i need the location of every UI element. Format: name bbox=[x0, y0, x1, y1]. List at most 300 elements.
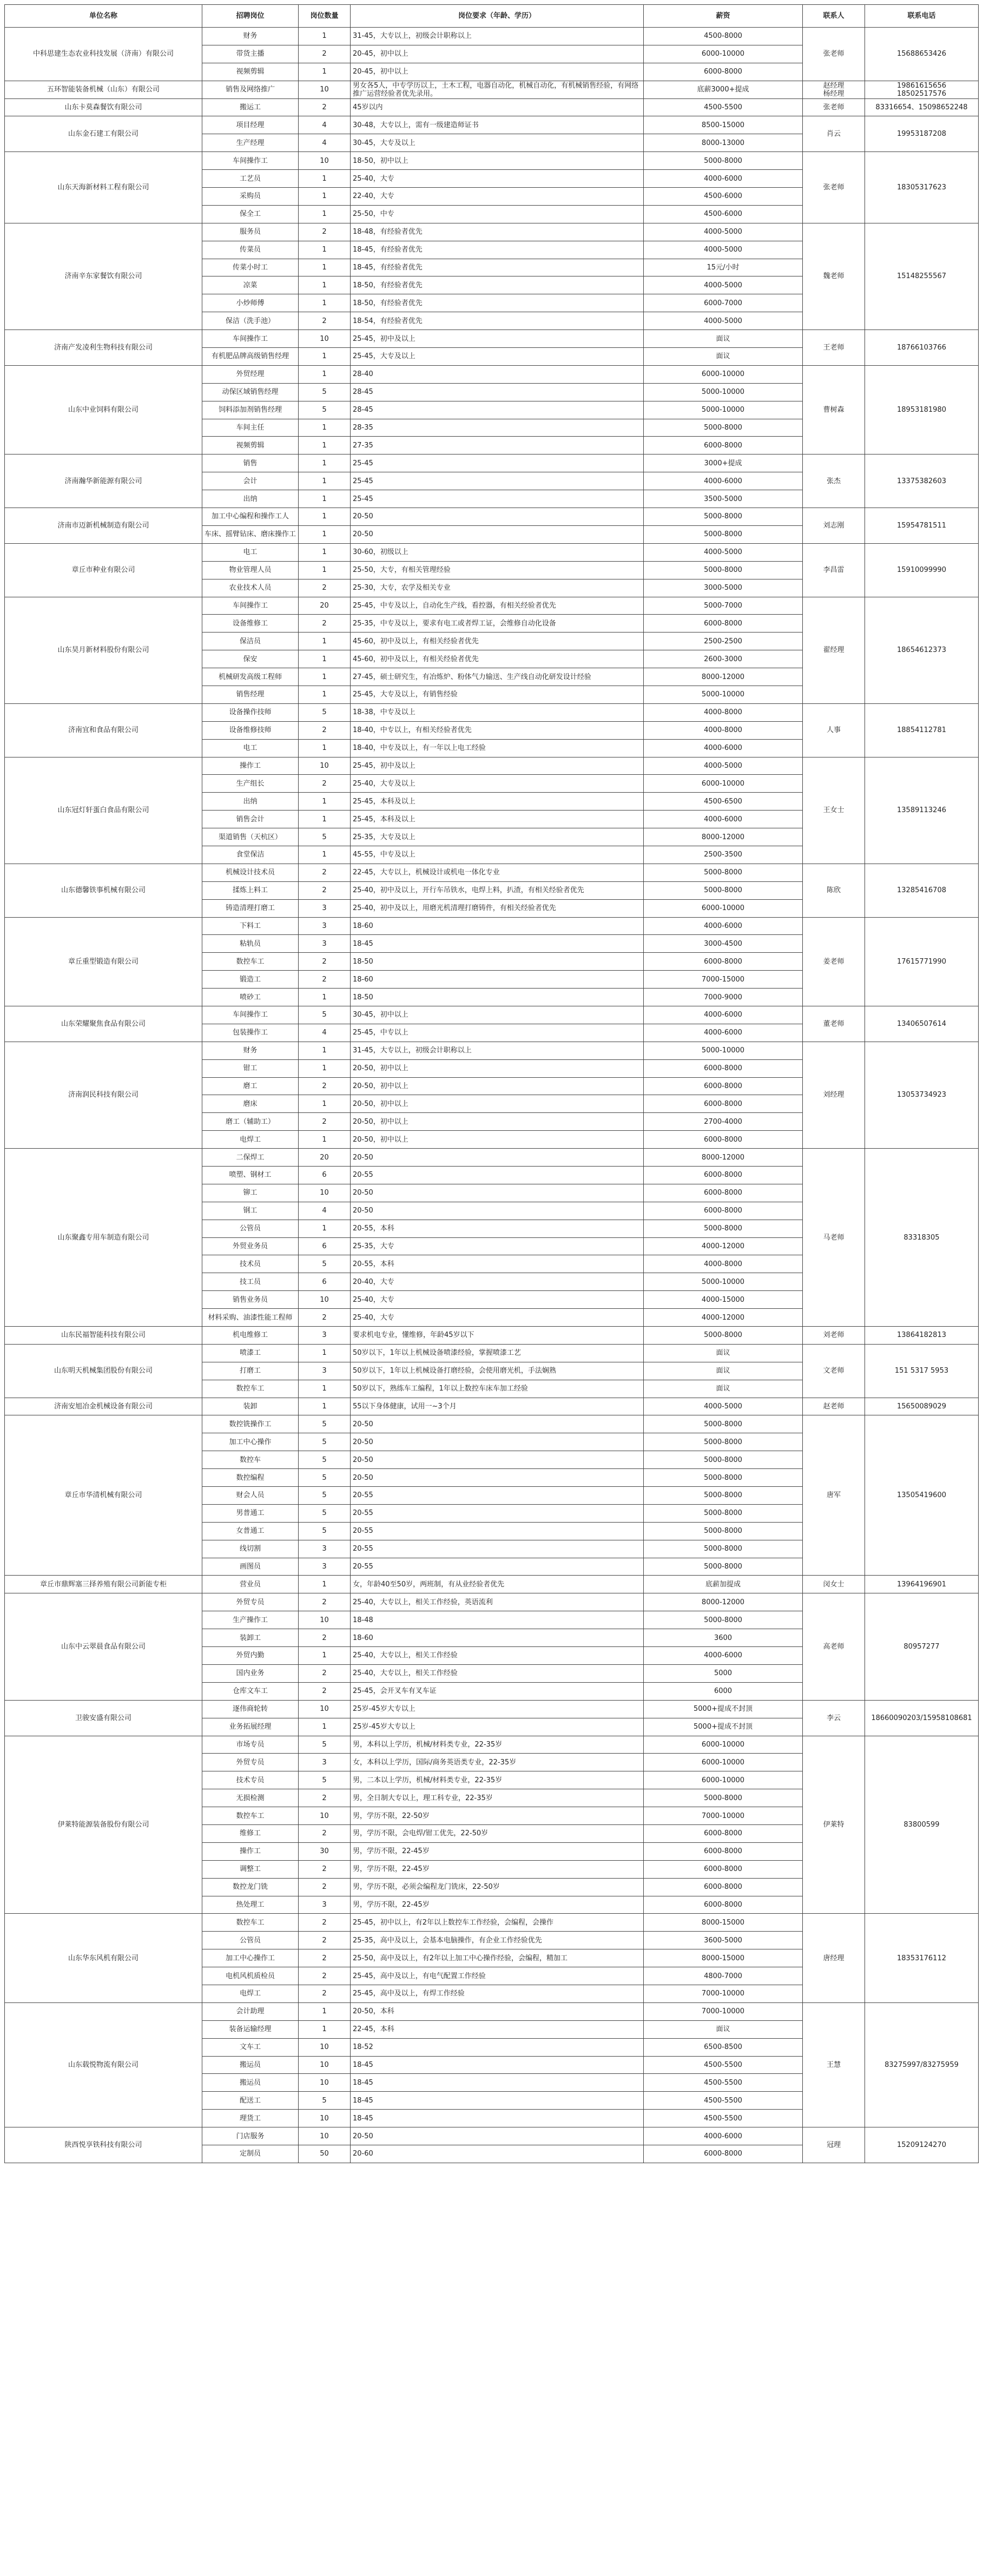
quantity-cell: 1 bbox=[299, 63, 351, 81]
position-cell: 保全工 bbox=[202, 205, 299, 223]
quantity-cell: 3 bbox=[299, 1327, 351, 1345]
salary-cell: 4000-5000 bbox=[644, 1398, 803, 1415]
contact-cell: 唐经理 bbox=[803, 1914, 865, 2002]
position-cell: 线切割 bbox=[202, 1540, 299, 1558]
quantity-cell: 1 bbox=[299, 989, 351, 1006]
phone-cell: 18766103766 bbox=[865, 330, 979, 366]
salary-cell: 4500-5500 bbox=[644, 2110, 803, 2127]
position-cell: 机械研发高级工程师 bbox=[202, 668, 299, 686]
quantity-cell: 2 bbox=[299, 1878, 351, 1896]
position-cell: 渠道销售（天杭区） bbox=[202, 828, 299, 846]
contact-cell: 张老师 bbox=[803, 152, 865, 223]
phone-cell: 19861615656 18502517576 bbox=[865, 81, 979, 98]
phone-cell: 18953181980 bbox=[865, 365, 979, 454]
table-row bbox=[5, 757, 979, 775]
phone-cell: 15209124270 bbox=[865, 2127, 979, 2163]
requirements-cell: 28-45 bbox=[351, 401, 644, 419]
position-cell: 磨床 bbox=[202, 1095, 299, 1113]
quantity-cell: 2 bbox=[299, 1077, 351, 1095]
position-cell: 财会人员 bbox=[202, 1487, 299, 1505]
position-cell: 保安 bbox=[202, 650, 299, 668]
position-cell: 车间操作工 bbox=[202, 597, 299, 615]
quantity-cell: 10 bbox=[299, 1700, 351, 1718]
table-row bbox=[5, 1736, 979, 1754]
salary-cell: 6000-8000 bbox=[644, 1896, 803, 1914]
salary-cell: 3000-4500 bbox=[644, 935, 803, 953]
quantity-cell: 1 bbox=[299, 437, 351, 454]
requirements-cell: 18-45 bbox=[351, 935, 644, 953]
requirements-cell: 18-45 bbox=[351, 2056, 644, 2074]
requirements-cell: 45-55，中专及以上 bbox=[351, 846, 644, 864]
requirements-cell: 20-50，本科 bbox=[351, 2002, 644, 2020]
position-cell: 搬运工 bbox=[202, 98, 299, 116]
position-cell: 生产组长 bbox=[202, 775, 299, 793]
quantity-cell: 10 bbox=[299, 2038, 351, 2056]
requirements-cell: 55以下身体健康，试用一~3个月 bbox=[351, 1398, 644, 1415]
quantity-cell: 10 bbox=[299, 2056, 351, 2074]
requirements-cell: 25-40，大专及以上 bbox=[351, 775, 644, 793]
salary-cell: 8000-13000 bbox=[644, 134, 803, 152]
quantity-cell: 3 bbox=[299, 1896, 351, 1914]
requirements-cell: 18-60 bbox=[351, 971, 644, 989]
header-position: 招聘岗位 bbox=[202, 5, 299, 28]
position-cell: 外贸内勤 bbox=[202, 1647, 299, 1665]
salary-cell: 6000-8000 bbox=[644, 1842, 803, 1860]
table-row bbox=[5, 2127, 979, 2145]
position-cell: 女普通工 bbox=[202, 1522, 299, 1540]
position-cell: 加工中心编程和操作工人 bbox=[202, 508, 299, 526]
quantity-cell: 1 bbox=[299, 1398, 351, 1415]
requirements-cell: 女，年龄40至50岁，两班制，有从业经验者优先 bbox=[351, 1576, 644, 1593]
requirements-cell: 20-55，本科 bbox=[351, 1220, 644, 1237]
quantity-cell: 30 bbox=[299, 1842, 351, 1860]
requirements-cell: 20-55 bbox=[351, 1487, 644, 1505]
phone-cell: 13864182813 bbox=[865, 1327, 979, 1345]
position-cell: 动保区域销售经理 bbox=[202, 383, 299, 401]
position-cell: 生产经理 bbox=[202, 134, 299, 152]
requirements-cell: 18-50 bbox=[351, 989, 644, 1006]
position-cell: 营业员 bbox=[202, 1576, 299, 1593]
position-cell: 会计助理 bbox=[202, 2002, 299, 2020]
header-company: 单位名称 bbox=[5, 5, 202, 28]
quantity-cell: 1 bbox=[299, 739, 351, 757]
requirements-cell: 男，本科以上学历，机械/材料类专业，22-35岁 bbox=[351, 1736, 644, 1754]
phone-cell: 15910099990 bbox=[865, 543, 979, 597]
requirements-cell: 20-50，初中以上 bbox=[351, 1095, 644, 1113]
position-cell: 操作工 bbox=[202, 757, 299, 775]
quantity-cell: 10 bbox=[299, 1184, 351, 1202]
contact-cell: 唐军 bbox=[803, 1415, 865, 1576]
table-row bbox=[5, 98, 979, 116]
requirements-cell: 25-45，会开叉车有叉车证 bbox=[351, 1682, 644, 1700]
quantity-cell: 1 bbox=[299, 1380, 351, 1398]
quantity-cell: 10 bbox=[299, 2127, 351, 2145]
salary-cell: 6000-8000 bbox=[644, 1167, 803, 1184]
requirements-cell: 25-45，初中及以上 bbox=[351, 757, 644, 775]
salary-cell: 6000-7000 bbox=[644, 294, 803, 312]
quantity-cell: 5 bbox=[299, 1504, 351, 1522]
phone-cell: 83800599 bbox=[865, 1736, 979, 1914]
requirements-cell: 25岁-45岁大专以上 bbox=[351, 1718, 644, 1736]
salary-cell: 面议 bbox=[644, 1362, 803, 1380]
position-cell: 热处理工 bbox=[202, 1896, 299, 1914]
job-listings-table bbox=[4, 4, 979, 2163]
contact-cell: 伊莱特 bbox=[803, 1736, 865, 1914]
salary-cell: 6000-8000 bbox=[644, 63, 803, 81]
quantity-cell: 1 bbox=[299, 472, 351, 490]
requirements-cell: 25-40，初中及以上，用磨光机清理打磨铸件，有相关经验者优先 bbox=[351, 899, 644, 917]
quantity-cell: 1 bbox=[299, 170, 351, 188]
salary-cell: 6000-8000 bbox=[644, 1077, 803, 1095]
position-cell: 门店服务 bbox=[202, 2127, 299, 2145]
requirements-cell: 25-45，初中以上，有2年以上数控车工作经验，会编程，会操作 bbox=[351, 1914, 644, 1932]
requirements-cell: 18-50 bbox=[351, 953, 644, 971]
salary-cell: 面议 bbox=[644, 348, 803, 366]
requirements-cell: 20-50 bbox=[351, 1415, 644, 1433]
position-cell: 调整工 bbox=[202, 1860, 299, 1878]
table-row bbox=[5, 597, 979, 615]
contact-cell: 王老师 bbox=[803, 330, 865, 366]
quantity-cell: 3 bbox=[299, 1558, 351, 1576]
requirements-cell: 20-45，初中以上 bbox=[351, 63, 644, 81]
salary-cell: 5000-8000 bbox=[644, 1487, 803, 1505]
company-cell: 济南宜和食品有限公司 bbox=[5, 703, 202, 757]
salary-cell: 4000-5000 bbox=[644, 276, 803, 294]
quantity-cell: 1 bbox=[299, 188, 351, 206]
quantity-cell: 1 bbox=[299, 508, 351, 526]
position-cell: 数控车工 bbox=[202, 1914, 299, 1932]
position-cell: 传菜员 bbox=[202, 241, 299, 259]
salary-cell: 2600-3000 bbox=[644, 650, 803, 668]
position-cell: 设备维修技师 bbox=[202, 721, 299, 739]
requirements-cell: 20-50，初中以上 bbox=[351, 1113, 644, 1131]
position-cell: 技术专员 bbox=[202, 1771, 299, 1789]
quantity-cell: 5 bbox=[299, 2092, 351, 2110]
quantity-cell: 1 bbox=[299, 1131, 351, 1149]
position-cell: 小炒师傅 bbox=[202, 294, 299, 312]
salary-cell: 5000-8000 bbox=[644, 1451, 803, 1469]
quantity-cell: 1 bbox=[299, 525, 351, 543]
table-row bbox=[5, 365, 979, 383]
table-row bbox=[5, 703, 979, 721]
salary-cell: 4000-5000 bbox=[644, 223, 803, 241]
position-cell: 数控铣操作工 bbox=[202, 1415, 299, 1433]
position-cell: 公管员 bbox=[202, 1220, 299, 1237]
salary-cell: 2500-2500 bbox=[644, 633, 803, 650]
quantity-cell: 1 bbox=[299, 276, 351, 294]
salary-cell: 4000-6000 bbox=[644, 170, 803, 188]
company-cell: 济南产发凌利生物科技有限公司 bbox=[5, 330, 202, 366]
requirements-cell: 18-45，有经验者优先 bbox=[351, 259, 644, 276]
quantity-cell: 2 bbox=[299, 1593, 351, 1611]
quantity-cell: 2 bbox=[299, 1824, 351, 1842]
quantity-cell: 2 bbox=[299, 615, 351, 633]
position-cell: 服务员 bbox=[202, 223, 299, 241]
requirements-cell: 18-50，初中以上 bbox=[351, 152, 644, 170]
position-cell: 喷砂工 bbox=[202, 989, 299, 1006]
phone-cell: 13285416708 bbox=[865, 864, 979, 917]
position-cell: 数控龙门铣 bbox=[202, 1878, 299, 1896]
requirements-cell: 22-40，大专 bbox=[351, 188, 644, 206]
requirements-cell: 18-50，有经验者优先 bbox=[351, 294, 644, 312]
quantity-cell: 10 bbox=[299, 152, 351, 170]
requirements-cell: 20-50，初中以上 bbox=[351, 1077, 644, 1095]
salary-cell: 8500-15000 bbox=[644, 116, 803, 134]
salary-cell: 5000-8000 bbox=[644, 1433, 803, 1451]
position-cell: 车间主任 bbox=[202, 419, 299, 437]
phone-cell: 18660090203/15958108681 bbox=[865, 1700, 979, 1736]
table-row bbox=[5, 1042, 979, 1059]
position-cell: 技术员 bbox=[202, 1255, 299, 1273]
salary-cell: 6500-8500 bbox=[644, 2038, 803, 2056]
position-cell: 下料工 bbox=[202, 917, 299, 935]
salary-cell: 4500-6000 bbox=[644, 205, 803, 223]
salary-cell: 4000-5000 bbox=[644, 757, 803, 775]
quantity-cell: 1 bbox=[299, 28, 351, 45]
salary-cell: 面议 bbox=[644, 1380, 803, 1398]
salary-cell: 8000-12000 bbox=[644, 1149, 803, 1167]
quantity-cell: 1 bbox=[299, 454, 351, 472]
requirements-cell: 25-45，中专以上 bbox=[351, 1024, 644, 1042]
quantity-cell: 3 bbox=[299, 917, 351, 935]
table-row bbox=[5, 152, 979, 170]
salary-cell: 5000 bbox=[644, 1664, 803, 1682]
table-row bbox=[5, 1914, 979, 1932]
requirements-cell: 22-45，本科 bbox=[351, 2020, 644, 2038]
quantity-cell: 1 bbox=[299, 561, 351, 579]
requirements-cell: 28-45 bbox=[351, 383, 644, 401]
company-cell: 山东昊月新材料股份有限公司 bbox=[5, 597, 202, 703]
quantity-cell: 6 bbox=[299, 1237, 351, 1255]
position-cell: 公管员 bbox=[202, 1932, 299, 1949]
requirements-cell: 男，二本以上学历，机械/材料类专业，22-35岁 bbox=[351, 1771, 644, 1789]
salary-cell: 4000-6000 bbox=[644, 472, 803, 490]
requirements-cell: 30-45，大专及以上 bbox=[351, 134, 644, 152]
company-cell: 山东荣耀聚焦食品有限公司 bbox=[5, 1006, 202, 1042]
salary-cell: 4000-6000 bbox=[644, 1024, 803, 1042]
position-cell: 加工中心操作工 bbox=[202, 1949, 299, 1967]
quantity-cell: 2 bbox=[299, 1914, 351, 1932]
quantity-cell: 1 bbox=[299, 1647, 351, 1665]
quantity-cell: 1 bbox=[299, 365, 351, 383]
quantity-cell: 5 bbox=[299, 1255, 351, 1273]
quantity-cell: 1 bbox=[299, 1042, 351, 1059]
position-cell: 凉菜 bbox=[202, 276, 299, 294]
requirements-cell: 25-45，中专及以上，自动化生产线，看控器，有相关经验者优先 bbox=[351, 597, 644, 615]
quantity-cell: 20 bbox=[299, 1149, 351, 1167]
position-cell: 电工 bbox=[202, 739, 299, 757]
contact-cell: 闵女士 bbox=[803, 1576, 865, 1593]
quantity-cell: 2 bbox=[299, 971, 351, 989]
quantity-cell: 5 bbox=[299, 1469, 351, 1487]
salary-cell: 6000-8000 bbox=[644, 2145, 803, 2163]
salary-cell: 7000-9000 bbox=[644, 989, 803, 1006]
position-cell: 技工员 bbox=[202, 1273, 299, 1291]
salary-cell: 5000-10000 bbox=[644, 401, 803, 419]
requirements-cell: 20-50，初中以上 bbox=[351, 1131, 644, 1149]
salary-cell: 6000-8000 bbox=[644, 615, 803, 633]
requirements-cell: 18-40，中专及以上，有一年以上电工经验 bbox=[351, 739, 644, 757]
position-cell: 逐伟商轮转 bbox=[202, 1700, 299, 1718]
position-cell: 钳工 bbox=[202, 1059, 299, 1077]
salary-cell: 底薪3000+提成 bbox=[644, 81, 803, 98]
salary-cell: 4000-15000 bbox=[644, 1291, 803, 1309]
header-salary: 薪资 bbox=[644, 5, 803, 28]
requirements-cell: 20-45，初中以上 bbox=[351, 45, 644, 63]
phone-cell: 15688653426 bbox=[865, 28, 979, 81]
table-row bbox=[5, 28, 979, 45]
position-cell: 出纳 bbox=[202, 793, 299, 811]
requirements-cell: 18-50，有经验者优先 bbox=[351, 276, 644, 294]
quantity-cell: 1 bbox=[299, 668, 351, 686]
contact-cell: 张老师 bbox=[803, 28, 865, 81]
requirements-cell: 25-35，高中及以上，会基本电脑操作，有企业工作经验优先 bbox=[351, 1932, 644, 1949]
phone-cell: 18854112781 bbox=[865, 703, 979, 757]
header-quantity: 岗位数量 bbox=[299, 5, 351, 28]
contact-cell: 翟经理 bbox=[803, 597, 865, 703]
quantity-cell: 4 bbox=[299, 1202, 351, 1220]
salary-cell: 面议 bbox=[644, 1344, 803, 1362]
quantity-cell: 1 bbox=[299, 2002, 351, 2020]
quantity-cell: 2 bbox=[299, 864, 351, 881]
salary-cell: 6000-8000 bbox=[644, 1095, 803, 1113]
header-phone: 联系电话 bbox=[865, 5, 979, 28]
salary-cell: 6000-10000 bbox=[644, 775, 803, 793]
requirements-cell: 25-40，大专 bbox=[351, 1309, 644, 1327]
company-cell: 济南润民科技有限公司 bbox=[5, 1042, 202, 1148]
position-cell: 电机风机质检员 bbox=[202, 1967, 299, 1985]
contact-cell: 刘老师 bbox=[803, 1327, 865, 1345]
quantity-cell: 4 bbox=[299, 134, 351, 152]
requirements-cell: 25-35，大专 bbox=[351, 1237, 644, 1255]
company-cell: 章丘市种业有限公司 bbox=[5, 543, 202, 597]
contact-cell: 肖云 bbox=[803, 116, 865, 152]
quantity-cell: 5 bbox=[299, 1522, 351, 1540]
quantity-cell: 5 bbox=[299, 1415, 351, 1433]
requirements-cell: 20-40，大专 bbox=[351, 1273, 644, 1291]
requirements-cell: 18-45 bbox=[351, 2074, 644, 2092]
phone-cell: 15954781511 bbox=[865, 508, 979, 544]
position-cell: 工艺员 bbox=[202, 170, 299, 188]
requirements-cell: 男女各5人，中专学历以上，土木工程，电器自动化，机械自动化，有机械销售经验，有网络推广运营经验者优先录用。 bbox=[351, 81, 644, 98]
quantity-cell: 3 bbox=[299, 899, 351, 917]
position-cell: 传菜小时工 bbox=[202, 259, 299, 276]
quantity-cell: 1 bbox=[299, 490, 351, 508]
position-cell: 无损检测 bbox=[202, 1789, 299, 1807]
company-cell: 中科思建生态农业科技发展（济南）有限公司 bbox=[5, 28, 202, 81]
requirements-cell: 25-35，大专及以上 bbox=[351, 828, 644, 846]
salary-cell: 7000-10000 bbox=[644, 1985, 803, 2002]
position-cell: 理货工 bbox=[202, 2110, 299, 2127]
table-row bbox=[5, 116, 979, 134]
company-cell: 伊莱特能源装备股份有限公司 bbox=[5, 1736, 202, 1914]
contact-cell: 冠理 bbox=[803, 2127, 865, 2163]
quantity-cell: 1 bbox=[299, 650, 351, 668]
salary-cell: 7000-10000 bbox=[644, 2002, 803, 2020]
phone-cell: 83275997/83275959 bbox=[865, 2002, 979, 2127]
position-cell: 数控编程 bbox=[202, 1469, 299, 1487]
quantity-cell: 10 bbox=[299, 330, 351, 348]
table-row bbox=[5, 1415, 979, 1433]
company-cell: 陕西悦享铁科技有限公司 bbox=[5, 2127, 202, 2163]
position-cell: 装卸工 bbox=[202, 1629, 299, 1647]
quantity-cell: 5 bbox=[299, 1451, 351, 1469]
salary-cell: 5000-8000 bbox=[644, 152, 803, 170]
phone-cell: 15650089029 bbox=[865, 1398, 979, 1415]
contact-cell: 陈欣 bbox=[803, 864, 865, 917]
position-cell: 生产操作工 bbox=[202, 1611, 299, 1629]
phone-cell: 17615771990 bbox=[865, 917, 979, 1006]
company-cell: 章丘重型锻造有限公司 bbox=[5, 917, 202, 1006]
position-cell: 铸造清理打磨工 bbox=[202, 899, 299, 917]
salary-cell: 4000-12000 bbox=[644, 1237, 803, 1255]
salary-cell: 5000-8000 bbox=[644, 525, 803, 543]
company-cell: 山东中业饲料有限公司 bbox=[5, 365, 202, 454]
quantity-cell: 1 bbox=[299, 241, 351, 259]
requirements-cell: 25-45，大专及以上 bbox=[351, 348, 644, 366]
requirements-cell: 45-60，初中及以上，有相关经验者优先 bbox=[351, 633, 644, 650]
quantity-cell: 20 bbox=[299, 597, 351, 615]
salary-cell: 面议 bbox=[644, 330, 803, 348]
requirements-cell: 25-40，大专 bbox=[351, 1291, 644, 1309]
quantity-cell: 5 bbox=[299, 383, 351, 401]
quantity-cell: 2 bbox=[299, 1967, 351, 1985]
quantity-cell: 10 bbox=[299, 1291, 351, 1309]
position-cell: 外贸专员 bbox=[202, 1593, 299, 1611]
position-cell: 配送工 bbox=[202, 2092, 299, 2110]
requirements-cell: 20-50 bbox=[351, 1202, 644, 1220]
requirements-cell: 女，本科以上学历，国际/商务英语类专业，22-35岁 bbox=[351, 1754, 644, 1771]
requirements-cell: 31-45，大专以上，初级会计职称以上 bbox=[351, 1042, 644, 1059]
quantity-cell: 2 bbox=[299, 775, 351, 793]
salary-cell: 3500-5000 bbox=[644, 490, 803, 508]
salary-cell: 4000-8000 bbox=[644, 1255, 803, 1273]
position-cell: 保洁（洗手池） bbox=[202, 312, 299, 330]
salary-cell: 6000-10000 bbox=[644, 365, 803, 383]
salary-cell: 4000-5000 bbox=[644, 241, 803, 259]
requirements-cell: 20-50 bbox=[351, 1149, 644, 1167]
salary-cell: 4000-6000 bbox=[644, 811, 803, 828]
phone-cell: 15148255567 bbox=[865, 223, 979, 330]
position-cell: 车间操作工 bbox=[202, 152, 299, 170]
quantity-cell: 1 bbox=[299, 205, 351, 223]
salary-cell: 5000-8000 bbox=[644, 1789, 803, 1807]
quantity-cell: 2 bbox=[299, 1664, 351, 1682]
position-cell: 装卸 bbox=[202, 1398, 299, 1415]
requirements-cell: 男，学历不限，必须会编程龙门铣床，22-50岁 bbox=[351, 1878, 644, 1896]
quantity-cell: 1 bbox=[299, 633, 351, 650]
position-cell: 财务 bbox=[202, 28, 299, 45]
table-row bbox=[5, 1006, 979, 1024]
quantity-cell: 3 bbox=[299, 1754, 351, 1771]
requirements-cell: 30-48，大专以上，需有一级建造师证书 bbox=[351, 116, 644, 134]
salary-cell: 5000-8000 bbox=[644, 1504, 803, 1522]
quantity-cell: 1 bbox=[299, 259, 351, 276]
contact-cell: 刘志刚 bbox=[803, 508, 865, 544]
position-cell: 揉炼上料工 bbox=[202, 881, 299, 899]
salary-cell: 4000-6000 bbox=[644, 2127, 803, 2145]
position-cell: 男普通工 bbox=[202, 1504, 299, 1522]
quantity-cell: 3 bbox=[299, 935, 351, 953]
company-cell: 山东明天机械集团股份有限公司 bbox=[5, 1344, 202, 1398]
table-row bbox=[5, 1327, 979, 1345]
company-cell: 五环智能装备机械（山东）有限公司 bbox=[5, 81, 202, 98]
salary-cell: 4500-5500 bbox=[644, 2092, 803, 2110]
phone-cell: 13964196901 bbox=[865, 1576, 979, 1593]
salary-cell: 5000-8000 bbox=[644, 1327, 803, 1345]
salary-cell: 6000-10000 bbox=[644, 1754, 803, 1771]
company-cell: 济南安旭冶金机械设备有限公司 bbox=[5, 1398, 202, 1415]
